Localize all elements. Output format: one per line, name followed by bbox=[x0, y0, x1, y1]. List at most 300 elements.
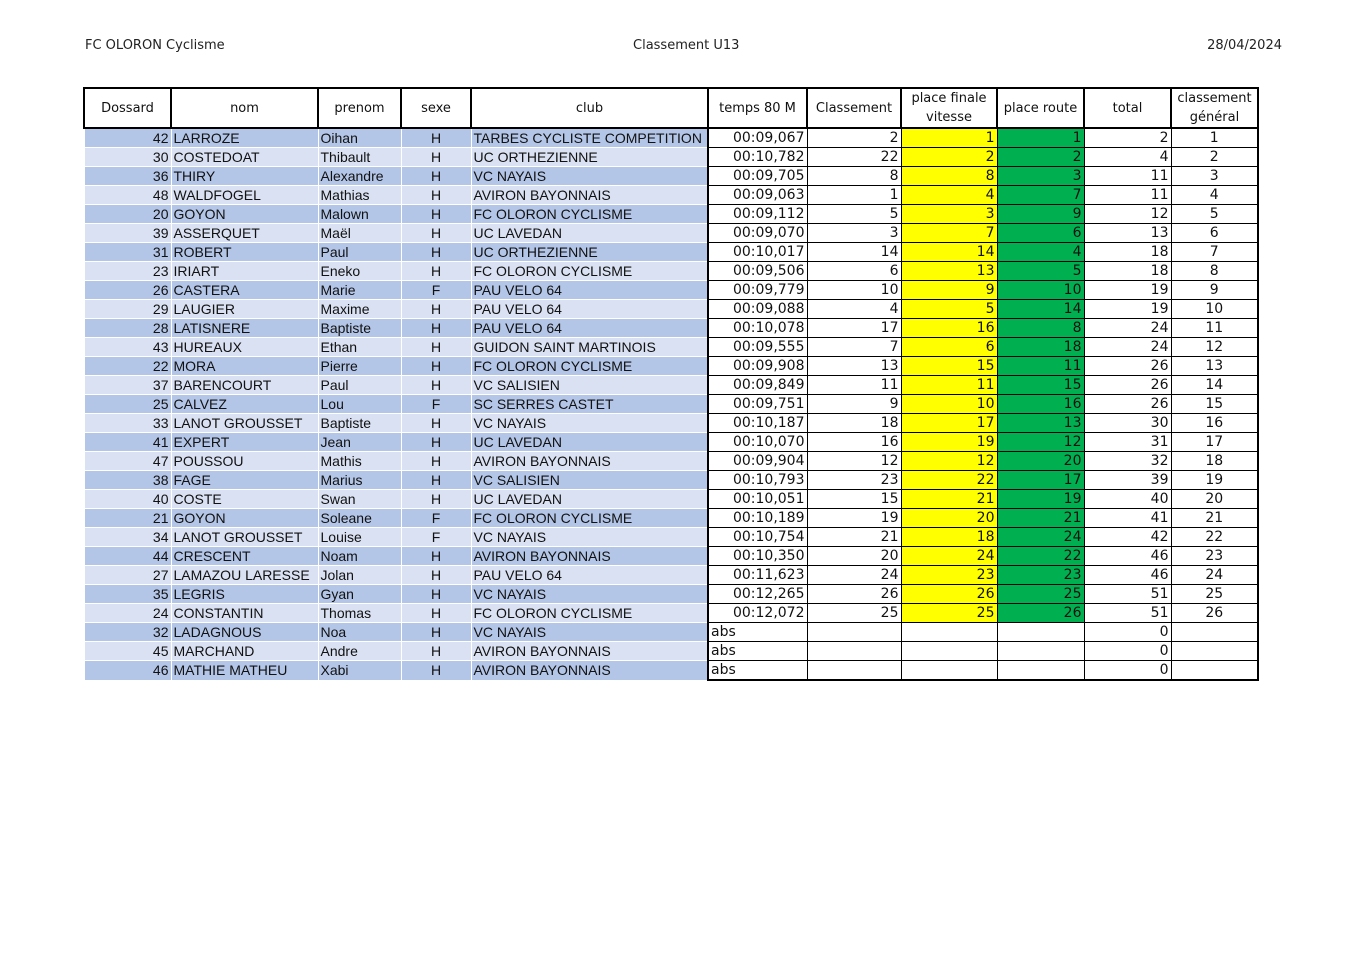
cell-club: PAU VELO 64 bbox=[471, 319, 708, 338]
cell-total: 46 bbox=[1084, 547, 1171, 566]
cell-club: TARBES CYCLISTE COMPETITION bbox=[471, 128, 708, 148]
cell-total: 39 bbox=[1084, 471, 1171, 490]
cell-total: 12 bbox=[1084, 205, 1171, 224]
cell-temps: 00:10,754 bbox=[708, 528, 807, 547]
cell-prenom: Mathis bbox=[318, 452, 401, 471]
cell-classement: 12 bbox=[807, 452, 901, 471]
cell-place-finale-vitesse: 2 bbox=[901, 148, 997, 167]
cell-sexe: H bbox=[401, 547, 471, 566]
table-row bbox=[84, 319, 1258, 338]
table-row bbox=[84, 262, 1258, 281]
cell-place-route: 7 bbox=[997, 186, 1084, 205]
cell-prenom: Maël bbox=[318, 224, 401, 243]
cell-place-finale-vitesse: 19 bbox=[901, 433, 997, 452]
cell-classement-general: 10 bbox=[1171, 300, 1258, 319]
cell-sexe: H bbox=[401, 186, 471, 205]
cell-place-route bbox=[997, 642, 1084, 661]
cell-sexe: H bbox=[401, 604, 471, 623]
cell-dossard: 44 bbox=[84, 547, 171, 566]
cell-nom: LANOT GROUSSET bbox=[171, 414, 318, 433]
cell-prenom: Marie bbox=[318, 281, 401, 300]
table-row bbox=[84, 452, 1258, 471]
cell-total: 51 bbox=[1084, 585, 1171, 604]
table-header bbox=[84, 88, 1258, 128]
cell-place-route: 21 bbox=[997, 509, 1084, 528]
cell-place-finale-vitesse: 18 bbox=[901, 528, 997, 547]
cell-sexe: H bbox=[401, 433, 471, 452]
cell-classement-general: 9 bbox=[1171, 281, 1258, 300]
cell-classement-general bbox=[1171, 623, 1258, 642]
cell-club: FC OLORON CYCLISME bbox=[471, 604, 708, 623]
cell-total: 32 bbox=[1084, 452, 1171, 471]
cell-nom: LADAGNOUS bbox=[171, 623, 318, 642]
cell-classement: 21 bbox=[807, 528, 901, 547]
cell-nom: CASTERA bbox=[171, 281, 318, 300]
col-header-place-finale-vitesse bbox=[901, 88, 997, 128]
cell-place-route: 8 bbox=[997, 319, 1084, 338]
cell-classement-general: 16 bbox=[1171, 414, 1258, 433]
col-header-total: total bbox=[1084, 88, 1171, 128]
cell-club: VC NAYAIS bbox=[471, 414, 708, 433]
table-row bbox=[84, 490, 1258, 509]
cell-sexe: F bbox=[401, 509, 471, 528]
cell-club: AVIRON BAYONNAIS bbox=[471, 186, 708, 205]
cell-classement: 3 bbox=[807, 224, 901, 243]
cell-classement-general: 17 bbox=[1171, 433, 1258, 452]
event-date: 28/04/2024 bbox=[1207, 38, 1282, 53]
cell-place-route: 12 bbox=[997, 433, 1084, 452]
table-row bbox=[84, 243, 1258, 262]
cell-total: 19 bbox=[1084, 281, 1171, 300]
cell-prenom: Jolan bbox=[318, 566, 401, 585]
cell-classement-general: 26 bbox=[1171, 604, 1258, 623]
cell-classement-general: 13 bbox=[1171, 357, 1258, 376]
cell-total: 31 bbox=[1084, 433, 1171, 452]
cell-classement-general: 19 bbox=[1171, 471, 1258, 490]
cell-classement-general bbox=[1171, 642, 1258, 661]
cell-total: 26 bbox=[1084, 395, 1171, 414]
cell-place-route: 22 bbox=[997, 547, 1084, 566]
cell-total: 24 bbox=[1084, 338, 1171, 357]
ranking-title: Classement U13 bbox=[633, 38, 740, 53]
cell-nom: FAGE bbox=[171, 471, 318, 490]
cell-place-finale-vitesse: 23 bbox=[901, 566, 997, 585]
cell-place-finale-vitesse: 10 bbox=[901, 395, 997, 414]
cell-dossard: 27 bbox=[84, 566, 171, 585]
cell-temps: abs bbox=[708, 642, 807, 661]
cell-place-finale-vitesse: 4 bbox=[901, 186, 997, 205]
table-row bbox=[84, 661, 1258, 681]
cell-temps: 00:09,506 bbox=[708, 262, 807, 281]
cell-nom: LANOT GROUSSET bbox=[171, 528, 318, 547]
cell-place-route: 23 bbox=[997, 566, 1084, 585]
cell-dossard: 37 bbox=[84, 376, 171, 395]
cell-place-finale-vitesse: 7 bbox=[901, 224, 997, 243]
cell-place-finale-vitesse: 3 bbox=[901, 205, 997, 224]
cell-classement-general: 7 bbox=[1171, 243, 1258, 262]
cell-nom: LATISNERE bbox=[171, 319, 318, 338]
cell-classement bbox=[807, 661, 901, 681]
cell-sexe: H bbox=[401, 490, 471, 509]
cell-place-finale-vitesse: 5 bbox=[901, 300, 997, 319]
cell-total: 24 bbox=[1084, 319, 1171, 338]
cell-total: 46 bbox=[1084, 566, 1171, 585]
cell-sexe: H bbox=[401, 148, 471, 167]
cell-prenom: Noam bbox=[318, 547, 401, 566]
cell-classement: 17 bbox=[807, 319, 901, 338]
cell-dossard: 33 bbox=[84, 414, 171, 433]
cell-nom: CALVEZ bbox=[171, 395, 318, 414]
cell-classement: 23 bbox=[807, 471, 901, 490]
cell-nom: BARENCOURT bbox=[171, 376, 318, 395]
cell-nom: COSTE bbox=[171, 490, 318, 509]
col-header-general-line2: général bbox=[1189, 110, 1240, 125]
cell-sexe: F bbox=[401, 281, 471, 300]
cell-club: AVIRON BAYONNAIS bbox=[471, 642, 708, 661]
cell-temps: 00:09,112 bbox=[708, 205, 807, 224]
cell-classement-general: 20 bbox=[1171, 490, 1258, 509]
cell-dossard: 41 bbox=[84, 433, 171, 452]
cell-nom: WALDFOGEL bbox=[171, 186, 318, 205]
cell-classement-general: 8 bbox=[1171, 262, 1258, 281]
cell-classement-general: 21 bbox=[1171, 509, 1258, 528]
cell-temps: 00:09,555 bbox=[708, 338, 807, 357]
cell-nom: ASSERQUET bbox=[171, 224, 318, 243]
cell-prenom: Thibault bbox=[318, 148, 401, 167]
table-row bbox=[84, 186, 1258, 205]
cell-temps: 00:10,051 bbox=[708, 490, 807, 509]
cell-dossard: 45 bbox=[84, 642, 171, 661]
cell-place-route: 1 bbox=[997, 128, 1084, 148]
cell-classement-general: 14 bbox=[1171, 376, 1258, 395]
cell-place-finale-vitesse: 12 bbox=[901, 452, 997, 471]
cell-total: 26 bbox=[1084, 357, 1171, 376]
cell-place-finale-vitesse: 14 bbox=[901, 243, 997, 262]
cell-dossard: 36 bbox=[84, 167, 171, 186]
cell-place-finale-vitesse bbox=[901, 661, 997, 681]
cell-nom: CRESCENT bbox=[171, 547, 318, 566]
table-row bbox=[84, 395, 1258, 414]
cell-prenom: Soleane bbox=[318, 509, 401, 528]
cell-dossard: 28 bbox=[84, 319, 171, 338]
cell-prenom: Jean bbox=[318, 433, 401, 452]
cell-place-route: 4 bbox=[997, 243, 1084, 262]
cell-prenom: Paul bbox=[318, 376, 401, 395]
cell-prenom: Andre bbox=[318, 642, 401, 661]
cell-dossard: 20 bbox=[84, 205, 171, 224]
cell-place-finale-vitesse: 25 bbox=[901, 604, 997, 623]
cell-place-finale-vitesse: 6 bbox=[901, 338, 997, 357]
cell-dossard: 31 bbox=[84, 243, 171, 262]
cell-place-route: 19 bbox=[997, 490, 1084, 509]
cell-place-route: 13 bbox=[997, 414, 1084, 433]
cell-sexe: H bbox=[401, 585, 471, 604]
cell-prenom: Louise bbox=[318, 528, 401, 547]
cell-dossard: 40 bbox=[84, 490, 171, 509]
cell-total: 11 bbox=[1084, 186, 1171, 205]
cell-nom: GOYON bbox=[171, 205, 318, 224]
cell-place-route: 10 bbox=[997, 281, 1084, 300]
cell-place-route: 25 bbox=[997, 585, 1084, 604]
cell-total: 2 bbox=[1084, 128, 1171, 148]
table-row bbox=[84, 509, 1258, 528]
cell-place-finale-vitesse: 17 bbox=[901, 414, 997, 433]
col-header-club: club bbox=[471, 88, 708, 128]
cell-nom: IRIART bbox=[171, 262, 318, 281]
cell-classement: 5 bbox=[807, 205, 901, 224]
cell-classement-general: 1 bbox=[1171, 128, 1258, 148]
cell-place-route: 5 bbox=[997, 262, 1084, 281]
cell-sexe: H bbox=[401, 642, 471, 661]
cell-club: FC OLORON CYCLISME bbox=[471, 262, 708, 281]
cell-classement: 13 bbox=[807, 357, 901, 376]
cell-classement-general: 12 bbox=[1171, 338, 1258, 357]
cell-classement-general: 18 bbox=[1171, 452, 1258, 471]
cell-classement-general: 22 bbox=[1171, 528, 1258, 547]
cell-classement: 2 bbox=[807, 128, 901, 148]
cell-club: UC ORTHEZIENNE bbox=[471, 148, 708, 167]
cell-club: AVIRON BAYONNAIS bbox=[471, 547, 708, 566]
cell-total: 30 bbox=[1084, 414, 1171, 433]
cell-dossard: 43 bbox=[84, 338, 171, 357]
cell-sexe: H bbox=[401, 414, 471, 433]
table-body bbox=[84, 128, 1258, 680]
table-row bbox=[84, 224, 1258, 243]
cell-prenom: Oihan bbox=[318, 128, 401, 148]
cell-place-route: 11 bbox=[997, 357, 1084, 376]
table-row bbox=[84, 471, 1258, 490]
cell-temps: 00:09,904 bbox=[708, 452, 807, 471]
cell-classement-general: 2 bbox=[1171, 148, 1258, 167]
cell-classement: 16 bbox=[807, 433, 901, 452]
cell-place-finale-vitesse: 13 bbox=[901, 262, 997, 281]
cell-place-route: 24 bbox=[997, 528, 1084, 547]
cell-place-route: 3 bbox=[997, 167, 1084, 186]
cell-temps: 00:10,793 bbox=[708, 471, 807, 490]
col-header-sexe: sexe bbox=[401, 88, 471, 128]
col-header-classement: Classement bbox=[807, 88, 901, 128]
table-row bbox=[84, 128, 1258, 148]
cell-total: 4 bbox=[1084, 148, 1171, 167]
cell-club: UC LAVEDAN bbox=[471, 490, 708, 509]
cell-nom: POUSSOU bbox=[171, 452, 318, 471]
cell-temps: 00:10,017 bbox=[708, 243, 807, 262]
cell-place-finale-vitesse: 24 bbox=[901, 547, 997, 566]
cell-sexe: H bbox=[401, 338, 471, 357]
cell-club: VC NAYAIS bbox=[471, 623, 708, 642]
cell-total: 0 bbox=[1084, 623, 1171, 642]
cell-prenom: Ethan bbox=[318, 338, 401, 357]
cell-sexe: H bbox=[401, 376, 471, 395]
cell-dossard: 30 bbox=[84, 148, 171, 167]
table-row bbox=[84, 642, 1258, 661]
table-row bbox=[84, 623, 1258, 642]
cell-prenom: Mathias bbox=[318, 186, 401, 205]
cell-prenom: Eneko bbox=[318, 262, 401, 281]
cell-classement: 8 bbox=[807, 167, 901, 186]
cell-classement: 15 bbox=[807, 490, 901, 509]
cell-sexe: H bbox=[401, 262, 471, 281]
cell-nom: LAMAZOU LARESSE bbox=[171, 566, 318, 585]
col-header-prenom: prenom bbox=[318, 88, 401, 128]
cell-classement: 11 bbox=[807, 376, 901, 395]
cell-dossard: 23 bbox=[84, 262, 171, 281]
cell-temps: 00:10,187 bbox=[708, 414, 807, 433]
cell-nom: EXPERT bbox=[171, 433, 318, 452]
cell-place-finale-vitesse: 11 bbox=[901, 376, 997, 395]
cell-club: PAU VELO 64 bbox=[471, 281, 708, 300]
cell-nom: THIRY bbox=[171, 167, 318, 186]
cell-classement-general: 4 bbox=[1171, 186, 1258, 205]
cell-temps: 00:09,088 bbox=[708, 300, 807, 319]
cell-prenom: Thomas bbox=[318, 604, 401, 623]
cell-prenom: Maxime bbox=[318, 300, 401, 319]
cell-classement-general: 6 bbox=[1171, 224, 1258, 243]
cell-temps: abs bbox=[708, 623, 807, 642]
cell-nom: ROBERT bbox=[171, 243, 318, 262]
table-row bbox=[84, 357, 1258, 376]
cell-total: 42 bbox=[1084, 528, 1171, 547]
cell-club: AVIRON BAYONNAIS bbox=[471, 452, 708, 471]
cell-classement-general: 11 bbox=[1171, 319, 1258, 338]
col-header-nom: nom bbox=[171, 88, 318, 128]
cell-place-finale-vitesse: 26 bbox=[901, 585, 997, 604]
cell-classement bbox=[807, 642, 901, 661]
cell-temps: 00:09,779 bbox=[708, 281, 807, 300]
cell-temps: 00:09,849 bbox=[708, 376, 807, 395]
cell-place-finale-vitesse: 21 bbox=[901, 490, 997, 509]
cell-classement: 14 bbox=[807, 243, 901, 262]
cell-dossard: 35 bbox=[84, 585, 171, 604]
cell-temps: 00:10,350 bbox=[708, 547, 807, 566]
cell-sexe: H bbox=[401, 167, 471, 186]
cell-club: VC SALISIEN bbox=[471, 471, 708, 490]
cell-temps: 00:12,265 bbox=[708, 585, 807, 604]
cell-place-route: 18 bbox=[997, 338, 1084, 357]
table-row bbox=[84, 376, 1258, 395]
cell-prenom: Gyan bbox=[318, 585, 401, 604]
col-header-place-route: place route bbox=[997, 88, 1084, 128]
cell-club: VC NAYAIS bbox=[471, 585, 708, 604]
table-row bbox=[84, 585, 1258, 604]
cell-classement: 4 bbox=[807, 300, 901, 319]
cell-club: VC NAYAIS bbox=[471, 167, 708, 186]
cell-place-finale-vitesse: 20 bbox=[901, 509, 997, 528]
cell-place-route: 17 bbox=[997, 471, 1084, 490]
cell-dossard: 26 bbox=[84, 281, 171, 300]
cell-sexe: H bbox=[401, 623, 471, 642]
cell-sexe: H bbox=[401, 357, 471, 376]
cell-classement-general: 5 bbox=[1171, 205, 1258, 224]
cell-total: 0 bbox=[1084, 661, 1171, 681]
cell-dossard: 39 bbox=[84, 224, 171, 243]
cell-classement-general: 3 bbox=[1171, 167, 1258, 186]
cell-dossard: 48 bbox=[84, 186, 171, 205]
cell-temps: 00:10,189 bbox=[708, 509, 807, 528]
cell-nom: LEGRIS bbox=[171, 585, 318, 604]
cell-sexe: H bbox=[401, 224, 471, 243]
cell-prenom: Paul bbox=[318, 243, 401, 262]
cell-place-route: 15 bbox=[997, 376, 1084, 395]
cell-classement: 7 bbox=[807, 338, 901, 357]
cell-classement: 25 bbox=[807, 604, 901, 623]
cell-club: UC LAVEDAN bbox=[471, 433, 708, 452]
cell-classement: 18 bbox=[807, 414, 901, 433]
cell-total: 40 bbox=[1084, 490, 1171, 509]
cell-place-route: 6 bbox=[997, 224, 1084, 243]
cell-dossard: 34 bbox=[84, 528, 171, 547]
cell-nom: CONSTANTIN bbox=[171, 604, 318, 623]
cell-dossard: 22 bbox=[84, 357, 171, 376]
cell-place-route bbox=[997, 623, 1084, 642]
cell-nom: GOYON bbox=[171, 509, 318, 528]
cell-place-finale-vitesse: 1 bbox=[901, 128, 997, 148]
table-row bbox=[84, 547, 1258, 566]
cell-place-route: 9 bbox=[997, 205, 1084, 224]
cell-sexe: F bbox=[401, 395, 471, 414]
cell-dossard: 21 bbox=[84, 509, 171, 528]
cell-sexe: H bbox=[401, 471, 471, 490]
cell-classement: 22 bbox=[807, 148, 901, 167]
cell-classement-general: 25 bbox=[1171, 585, 1258, 604]
cell-nom: MATHIE MATHEU bbox=[171, 661, 318, 681]
cell-classement: 20 bbox=[807, 547, 901, 566]
cell-place-finale-vitesse: 22 bbox=[901, 471, 997, 490]
cell-classement: 6 bbox=[807, 262, 901, 281]
table-row bbox=[84, 338, 1258, 357]
cell-club: AVIRON BAYONNAIS bbox=[471, 661, 708, 681]
cell-dossard: 29 bbox=[84, 300, 171, 319]
cell-nom: HUREAUX bbox=[171, 338, 318, 357]
cell-total: 41 bbox=[1084, 509, 1171, 528]
table-row bbox=[84, 281, 1258, 300]
cell-prenom: Alexandre bbox=[318, 167, 401, 186]
col-header-temps: temps 80 M bbox=[708, 88, 807, 128]
table-row bbox=[84, 414, 1258, 433]
cell-classement: 9 bbox=[807, 395, 901, 414]
cell-sexe: F bbox=[401, 528, 471, 547]
cell-prenom: Baptiste bbox=[318, 319, 401, 338]
cell-club: PAU VELO 64 bbox=[471, 300, 708, 319]
col-header-classement-general bbox=[1171, 88, 1258, 128]
cell-dossard: 42 bbox=[84, 128, 171, 148]
cell-temps: abs bbox=[708, 661, 807, 681]
cell-total: 0 bbox=[1084, 642, 1171, 661]
table-row bbox=[84, 433, 1258, 452]
cell-sexe: H bbox=[401, 300, 471, 319]
table-row bbox=[84, 604, 1258, 623]
cell-dossard: 46 bbox=[84, 661, 171, 681]
cell-nom: LAUGIER bbox=[171, 300, 318, 319]
table-row bbox=[84, 205, 1258, 224]
cell-sexe: H bbox=[401, 205, 471, 224]
club-title: FC OLORON Cyclisme bbox=[85, 38, 225, 53]
cell-classement-general bbox=[1171, 661, 1258, 681]
cell-place-route: 26 bbox=[997, 604, 1084, 623]
cell-nom: MORA bbox=[171, 357, 318, 376]
cell-nom: MARCHAND bbox=[171, 642, 318, 661]
cell-classement: 10 bbox=[807, 281, 901, 300]
cell-nom: LARROZE bbox=[171, 128, 318, 148]
cell-place-finale-vitesse bbox=[901, 642, 997, 661]
cell-total: 18 bbox=[1084, 243, 1171, 262]
cell-temps: 00:09,908 bbox=[708, 357, 807, 376]
cell-place-finale-vitesse bbox=[901, 623, 997, 642]
cell-temps: 00:09,070 bbox=[708, 224, 807, 243]
header-row bbox=[84, 88, 1258, 128]
cell-club: SC SERRES CASTET bbox=[471, 395, 708, 414]
cell-dossard: 32 bbox=[84, 623, 171, 642]
